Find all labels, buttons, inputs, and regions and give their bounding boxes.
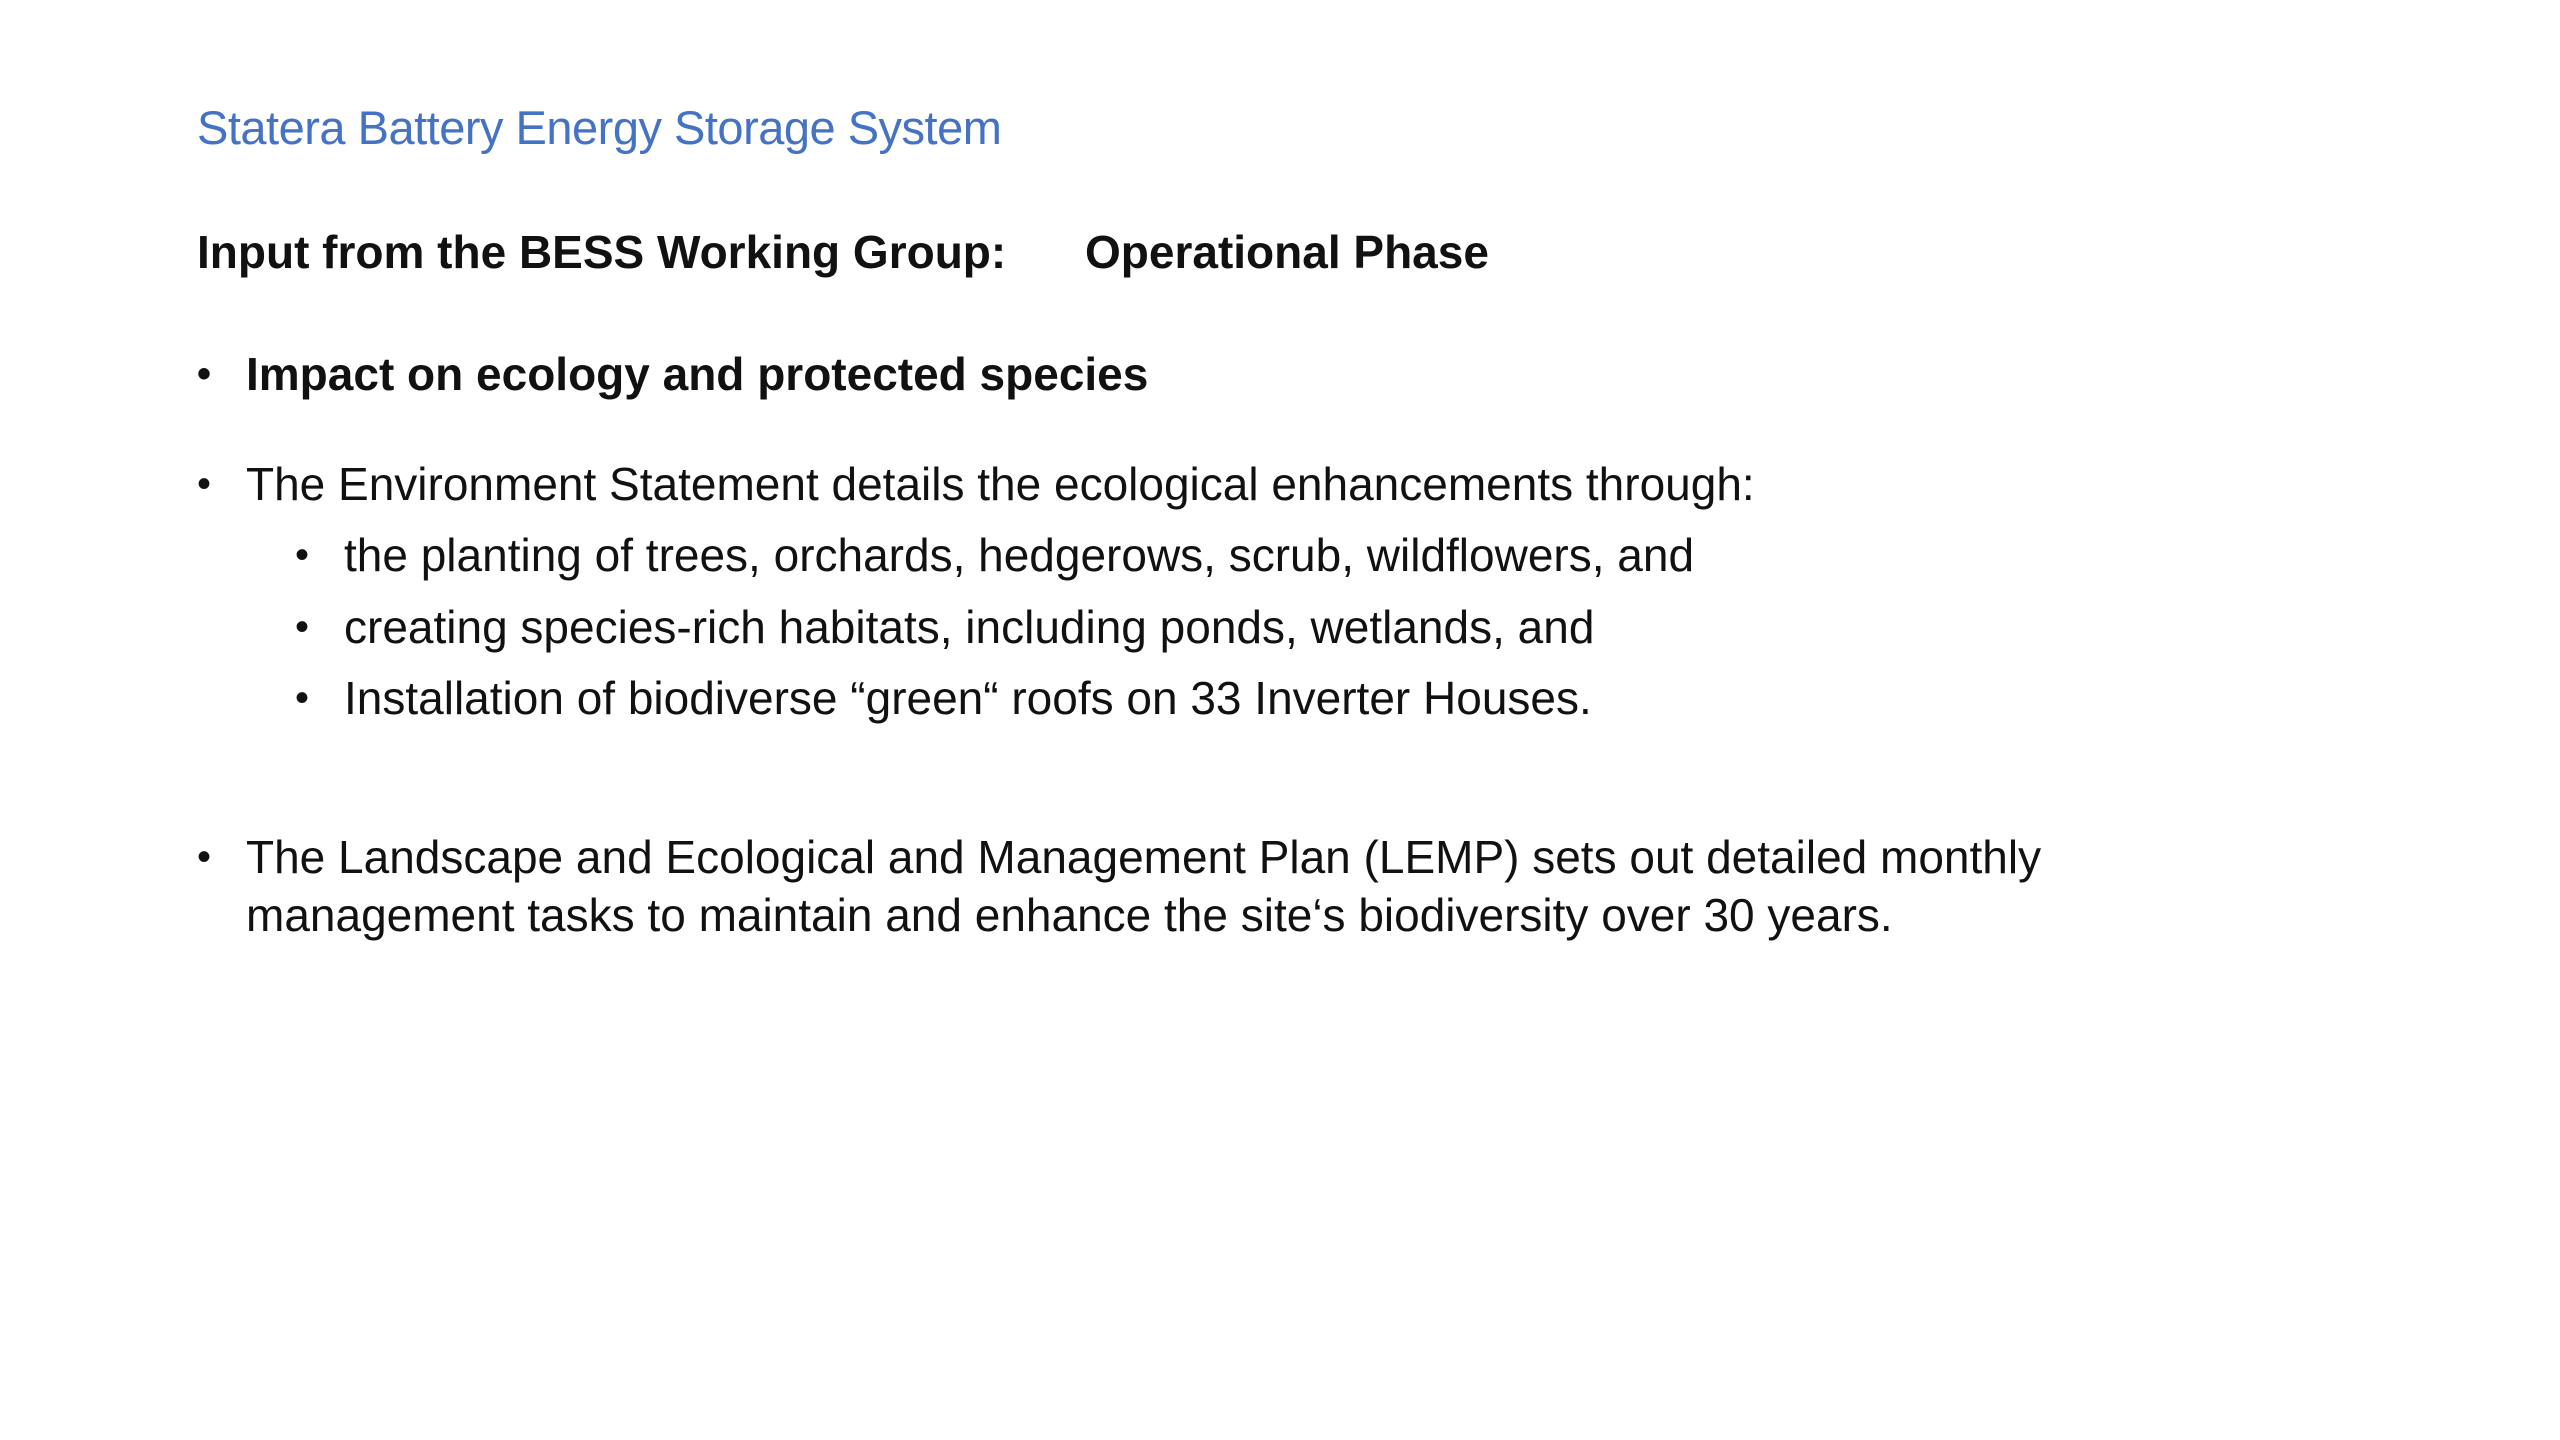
bullet-text: Installation of biodiverse “green“ roofs on 33 Inverter Houses. [344, 672, 1592, 724]
bullet-text: Impact on ecology and protected species [246, 348, 1149, 400]
bullet-dot: • [295, 605, 310, 649]
bullet-dot: • [295, 676, 310, 720]
bullet-lemp-line-1: The Landscape and Ecological and Management Plan (LEMP) sets out detailed monthly [246, 831, 2042, 883]
bullet-text: the planting of trees, orchards, hedgerows, scrub, wildflowers, and [344, 529, 1695, 581]
subheader-phase: Operational Phase [1085, 226, 1489, 278]
bullet-dot: • [295, 533, 310, 577]
bullet-dot: • [197, 352, 212, 396]
bullet-text: The Environment Statement details the ecological enhancements through: [246, 458, 1755, 510]
bullet-text [246, 828, 2041, 944]
bullet-dot: • [197, 835, 212, 879]
bullet-text: creating species-rich habitats, including ponds, wetlands, and [344, 601, 1595, 653]
slide-title: Statera Battery Energy Storage System [197, 101, 1002, 154]
slide-subheader [197, 225, 1489, 279]
bullet-dot: • [197, 462, 212, 506]
subheader-working-group: Input from the BESS Working Group: [197, 226, 1007, 278]
bullet-lemp-line-2: management tasks to maintain and enhance the site‘s biodiversity over 30 years. [246, 889, 1893, 941]
